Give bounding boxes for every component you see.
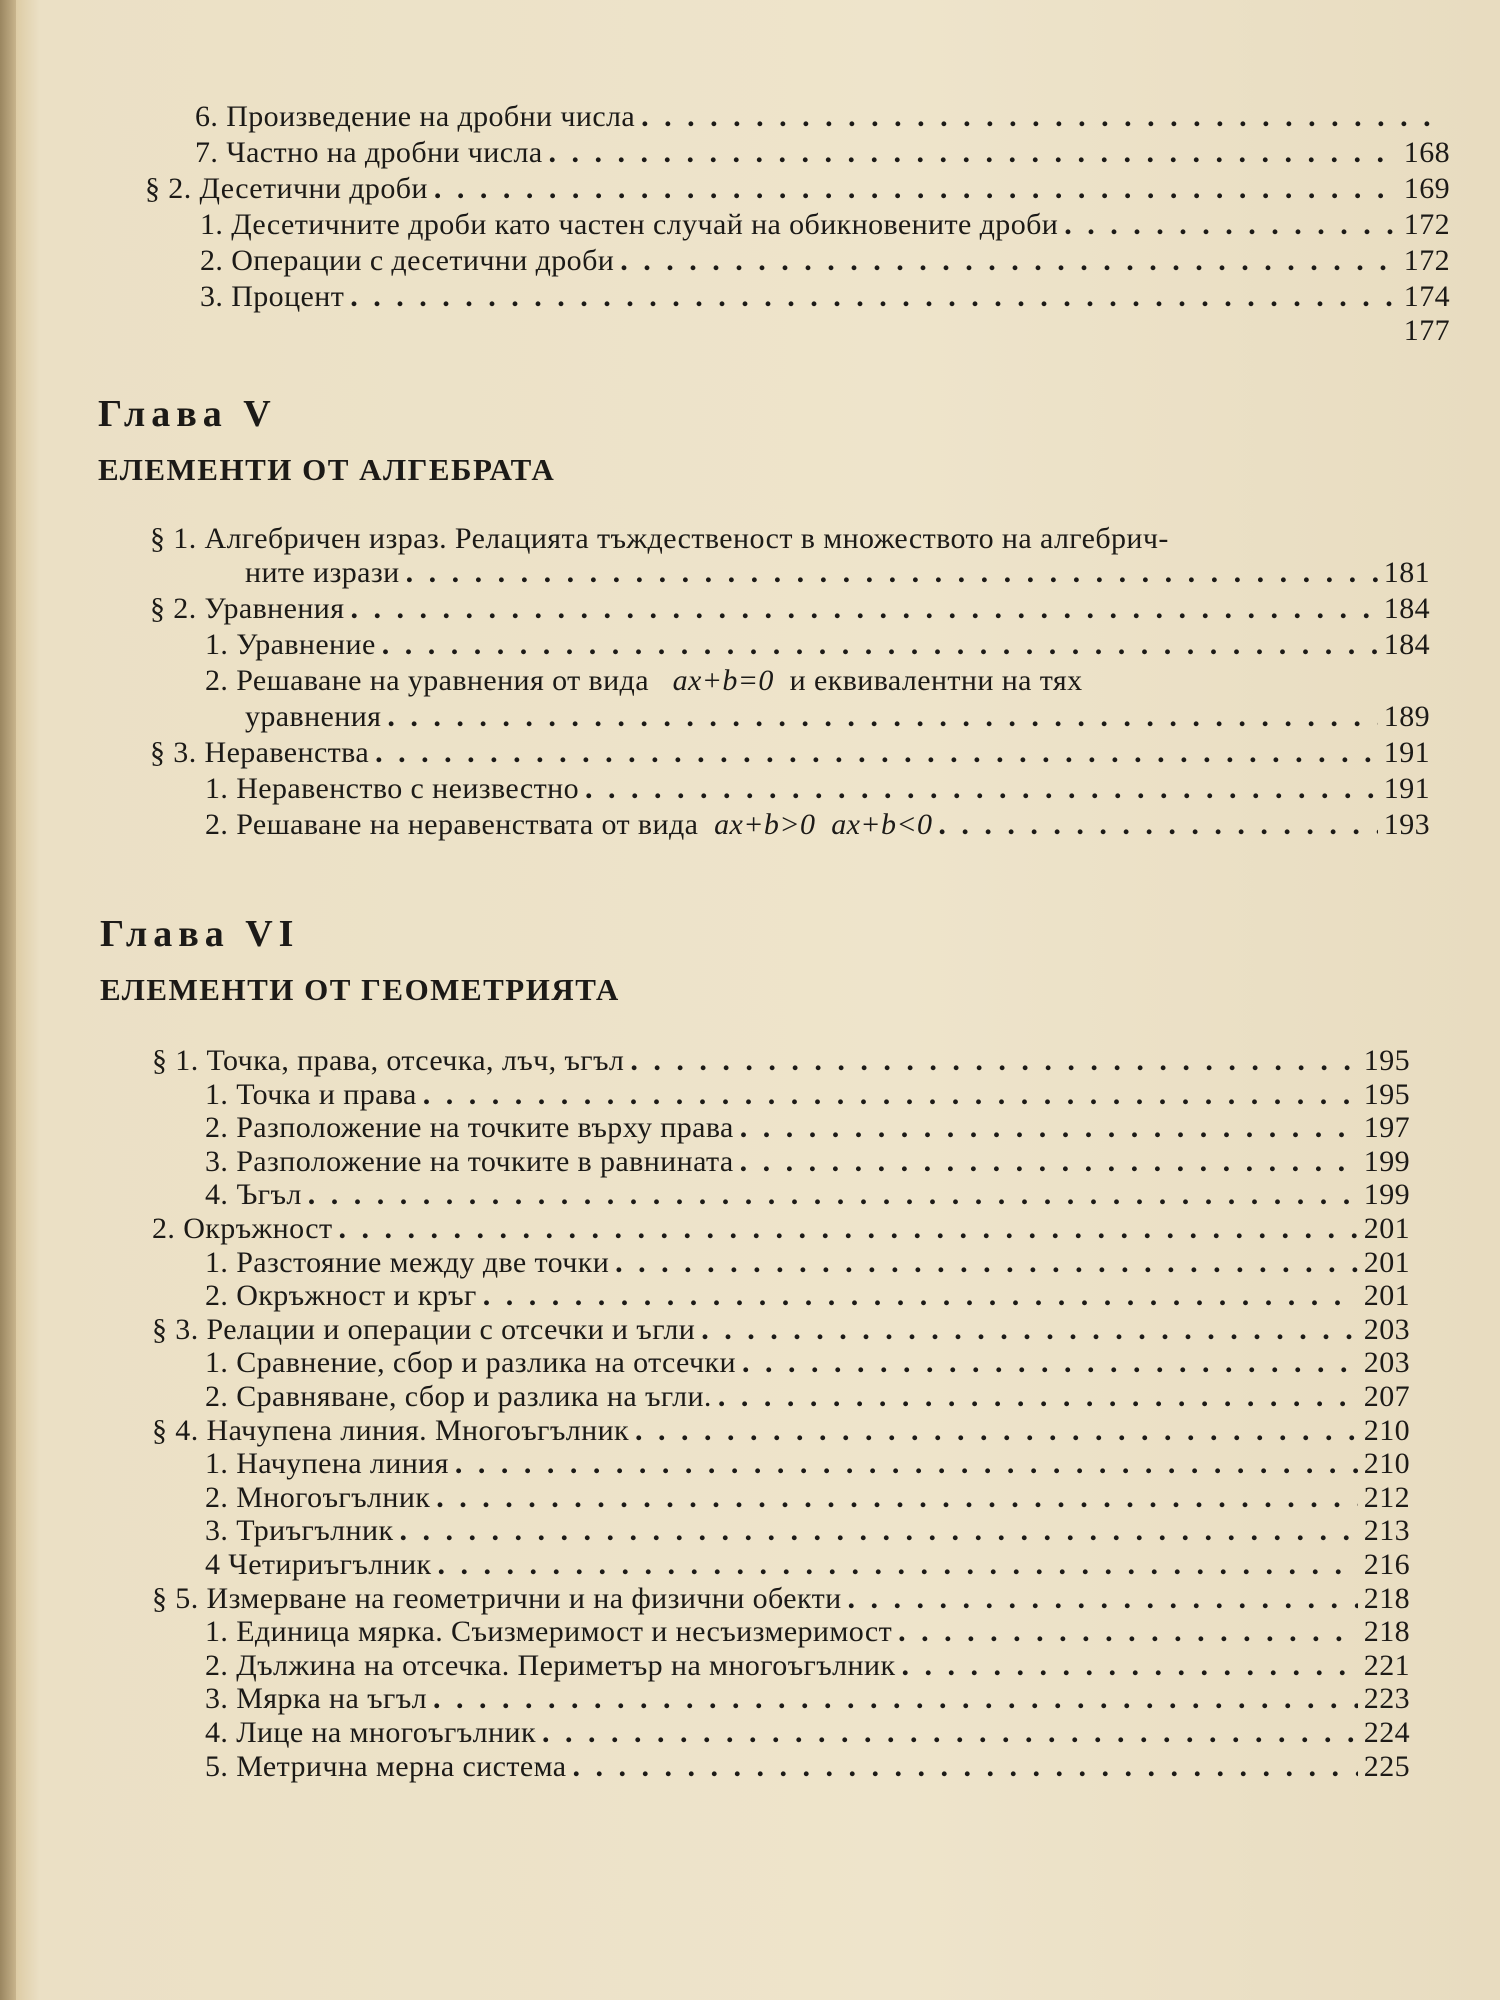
dot-leader — [740, 1145, 1358, 1179]
toc-entry-label: уравнения — [245, 700, 382, 733]
toc-entry-label: 3. Триъгълник — [205, 1514, 394, 1547]
page-number: 172 — [1403, 244, 1450, 277]
toc-entry-label: 6. Произведение на дробни числа — [195, 100, 636, 133]
page-number: 199 — [1363, 1178, 1410, 1211]
dot-leader — [423, 1078, 1358, 1112]
page-number: 221 — [1363, 1649, 1410, 1682]
toc-entry-label: 1. Единица мярка. Съизмеримост и несъизмеримост — [205, 1615, 893, 1648]
page-number: 216 — [1363, 1548, 1410, 1581]
toc-entry-label: 2. Операции с десетични дроби — [200, 244, 615, 277]
dot-leader — [585, 772, 1378, 806]
dot-leader — [387, 700, 1377, 734]
page-number: 203 — [1363, 1346, 1410, 1379]
toc-entry — [195, 136, 1450, 170]
toc-entry-label — [205, 808, 932, 842]
toc-entry — [245, 700, 1430, 734]
page-number: 195 — [1363, 1078, 1410, 1111]
toc-entry — [205, 1246, 1410, 1280]
dot-leader — [848, 1582, 1358, 1616]
toc-entry — [195, 100, 1450, 134]
chapter-heading: Глава VI — [100, 913, 300, 955]
page-number: 169 — [1403, 172, 1450, 205]
toc-entry — [205, 1682, 1410, 1716]
toc-entry — [200, 208, 1450, 242]
page-number: 191 — [1383, 736, 1430, 769]
dot-leader — [542, 1716, 1358, 1750]
dot-leader — [438, 1548, 1358, 1582]
dot-leader — [350, 280, 1398, 314]
toc-entry-label: 2. Разположение на точките върху права — [205, 1111, 734, 1144]
toc-entry — [205, 1111, 1410, 1145]
page-number: 212 — [1363, 1481, 1410, 1514]
toc-entry — [145, 172, 1450, 206]
toc-entry — [150, 592, 1430, 626]
chapter-title: ЕЛЕМЕНТИ ОТ АЛГЕБРАТА — [98, 452, 556, 487]
toc-entry-label: 2. Дължина на отсечка. Периметър на многоъгълник — [205, 1649, 896, 1682]
page-number: 210 — [1363, 1414, 1410, 1447]
page-number: 172 — [1403, 208, 1450, 241]
toc-entry-label: § 1. Точка, права, отсечка, лъч, ъгъл — [152, 1044, 625, 1077]
toc-entry-label: 1. Неравенство с неизвестно — [205, 772, 579, 805]
toc-entry — [205, 628, 1430, 662]
toc-entry-label: 1. Начупена линия — [205, 1447, 449, 1480]
toc-entry — [205, 1750, 1410, 1784]
toc-entry-label: 3. Процент — [200, 280, 345, 313]
dot-leader — [406, 556, 1378, 590]
toc-entry-label: § 4. Начупена линия. Многоъгълник — [152, 1414, 630, 1447]
dot-leader — [375, 736, 1378, 770]
toc-entry — [200, 314, 1450, 348]
page-number: 181 — [1383, 556, 1430, 589]
dot-leader — [572, 1750, 1357, 1784]
toc-entry-label: 1. Разстояние между две точки — [205, 1246, 610, 1279]
page-number: 184 — [1383, 592, 1430, 625]
page-number: 201 — [1363, 1212, 1410, 1245]
toc-entry-label: § 3. Релации и операции с отсечки и ъгли — [152, 1313, 696, 1346]
page-number: 210 — [1363, 1447, 1410, 1480]
toc-entry-label: § 3. Неравенства — [150, 736, 370, 769]
toc-entry-label: § 5. Измерване на геометрични и на физични обекти — [152, 1582, 842, 1615]
page-number: 225 — [1363, 1750, 1410, 1783]
toc-entry-label — [205, 664, 1083, 698]
toc-entry — [245, 556, 1430, 590]
page-number: 224 — [1363, 1716, 1410, 1749]
toc-entry — [205, 772, 1430, 806]
page-number: 191 — [1383, 772, 1430, 805]
page-number: 197 — [1363, 1111, 1410, 1144]
page-number: 199 — [1363, 1145, 1410, 1178]
toc-entry-label: 4. Лице на многоъгълник — [205, 1716, 536, 1749]
toc-entry — [205, 1078, 1410, 1112]
toc-entry-label: 2. Окръжност и кръг — [205, 1279, 477, 1312]
page-number: 184 — [1383, 628, 1430, 661]
toc-entry — [205, 1615, 1410, 1649]
toc-entry — [205, 1279, 1410, 1313]
page-number: 201 — [1363, 1279, 1410, 1312]
dot-leader — [1064, 208, 1398, 242]
toc-entry — [205, 1649, 1410, 1683]
toc-entry — [152, 1582, 1410, 1616]
toc-entry — [205, 1178, 1410, 1212]
page-number: 168 — [1403, 136, 1450, 169]
toc-entry — [205, 1481, 1410, 1515]
toc-entry — [205, 808, 1430, 842]
page-number: 174 — [1403, 280, 1450, 313]
formula: ax+b>0 — [714, 808, 816, 841]
formula: ax+b<0 — [831, 808, 933, 841]
toc-entry — [205, 1548, 1410, 1582]
formula: ax+b=0 — [672, 664, 774, 697]
toc-entry — [150, 736, 1430, 770]
toc-entry-label: § 1. Алгебричен израз. Релацията тъждественост в множеството на алгебрич- — [150, 522, 1169, 555]
toc-entry — [152, 1414, 1410, 1448]
toc-entry-label: 2. Многоъгълник — [205, 1481, 431, 1514]
dot-leader — [630, 1044, 1357, 1078]
toc-entry-label: § 2. Десетични дроби — [145, 172, 428, 205]
dot-leader — [436, 1481, 1358, 1515]
dot-leader — [549, 136, 1398, 170]
page-number: 223 — [1363, 1682, 1410, 1715]
dot-leader — [620, 244, 1398, 278]
toc-entry — [152, 1044, 1410, 1078]
dot-leader — [434, 172, 1398, 206]
toc-entry-label: 4. Ъгъл — [205, 1178, 302, 1211]
toc-entry-label: 7. Частно на дробни числа — [195, 136, 543, 169]
toc-entry-label: 1. Точка и права — [205, 1078, 417, 1111]
toc-entry — [205, 1716, 1410, 1750]
dot-leader — [455, 1447, 1358, 1481]
dot-leader — [635, 1414, 1358, 1448]
toc-entry — [205, 1514, 1410, 1548]
toc-entry-label-part: 2. Решаване на неравенствата от вида — [205, 808, 699, 841]
dot-leader — [740, 1111, 1358, 1145]
page-number: 193 — [1383, 808, 1430, 841]
page-number: 213 — [1363, 1514, 1410, 1547]
toc-entry-label: 1. Сравнение, сбор и разлика на отсечки — [205, 1346, 736, 1379]
page-number: 203 — [1363, 1313, 1410, 1346]
chapter-heading: Глава V — [98, 393, 277, 435]
toc-entry-label: 3. Мярка на ъгъл — [205, 1682, 427, 1715]
dot-leader — [641, 100, 1444, 134]
toc-entry — [205, 1380, 1410, 1414]
page-number: 201 — [1363, 1246, 1410, 1279]
toc-entry-label: 2. Сравняване, сбор и разлика на ъгли. — [205, 1380, 712, 1413]
toc-entry-label: ните изрази — [245, 556, 400, 589]
toc-entry-label: 1. Десетичните дроби като частен случай на обикновените дроби — [200, 208, 1059, 241]
dot-leader — [701, 1313, 1358, 1347]
page-number: 218 — [1363, 1582, 1410, 1615]
page-number: 189 — [1383, 700, 1430, 733]
dot-leader — [483, 1279, 1358, 1313]
toc-entry-label-part: 2. Решаване на уравнения от вида — [205, 664, 649, 697]
toc-entry-label: § 2. Уравнения — [150, 592, 345, 625]
dot-leader — [433, 1682, 1358, 1716]
toc-entry — [205, 1145, 1410, 1179]
dot-leader — [901, 1649, 1357, 1683]
toc-entry-label: 3. Разположение на точките в равнината — [205, 1145, 734, 1178]
toc-entry-label: 5. Метрична мерна система — [205, 1750, 567, 1783]
dot-leader — [308, 1178, 1358, 1212]
dot-leader — [742, 1346, 1358, 1380]
toc-entry — [205, 1346, 1410, 1380]
dot-leader — [898, 1615, 1358, 1649]
toc-entry — [205, 1447, 1410, 1481]
toc-entry — [152, 1212, 1410, 1246]
toc-entry — [200, 244, 1450, 278]
dot-leader — [938, 808, 1377, 842]
dot-leader — [615, 1246, 1358, 1280]
book-spine — [0, 0, 16, 2000]
dot-leader — [718, 1380, 1358, 1414]
toc-entry-label: 2. Окръжност — [152, 1212, 333, 1245]
toc-entry-label-part: и еквивалентни на тях — [789, 664, 1083, 697]
dot-leader — [339, 1212, 1358, 1246]
page-number: 207 — [1363, 1380, 1410, 1413]
page-number: 177 — [1403, 314, 1450, 347]
chapter-title: ЕЛЕМЕНТИ ОТ ГЕОМЕТРИЯТА — [100, 972, 620, 1007]
page-number: 218 — [1363, 1615, 1410, 1648]
toc-entry-label: 4 Четириъгълник — [205, 1548, 432, 1581]
dot-leader — [350, 592, 1377, 626]
dot-leader — [382, 628, 1378, 662]
dot-leader — [399, 1514, 1357, 1548]
toc-entry — [152, 1313, 1410, 1347]
page-number: 195 — [1363, 1044, 1410, 1077]
toc-entry — [200, 280, 1450, 314]
toc-entry-label: 1. Уравнение — [205, 628, 376, 661]
